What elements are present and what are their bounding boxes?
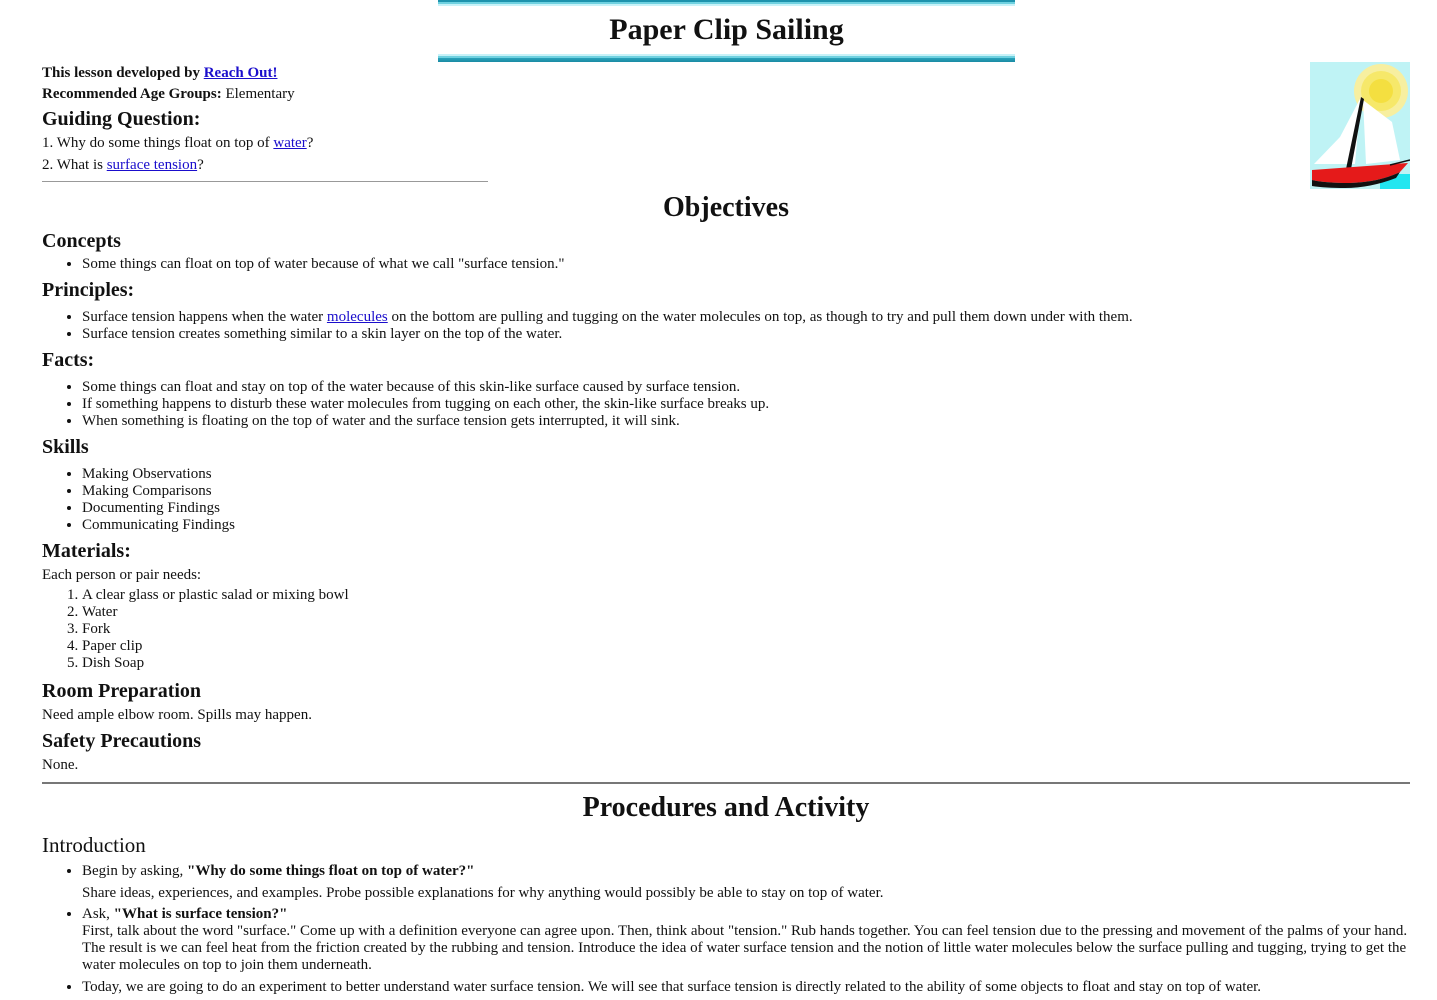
facts-heading: Facts:: [42, 349, 95, 371]
banner-bottom-bar: [438, 54, 1015, 62]
question-2: 2. What is surface tension?: [42, 157, 204, 173]
concepts-heading: Concepts: [42, 230, 121, 252]
age-groups-label: Recommended Age Groups:: [42, 86, 222, 102]
materials-heading: Materials:: [42, 540, 131, 562]
banner-top-bar: [438, 0, 1015, 6]
surface-tension-link[interactable]: surface tension: [106, 157, 198, 173]
list-item: 1. A clear glass or plastic salad or mixing bowl: [82, 587, 1410, 604]
item-detail: Share ideas, experiences, and examples. Probe possible explanations for why anything would possibly be able to stay on top of water.: [82, 885, 884, 901]
divider: [42, 181, 488, 182]
molecules-link[interactable]: molecules: [326, 309, 388, 325]
item-detail: First, talk about the word "surface." Come up with a definition everyone can agree upon. Then, think about "tension." Rub hands together. You can feel tension due to the pressing and movement of the palms of your hand. The result is we can feel heat from the friction created by the rubbing and tension. Introduce the idea of water surface tension and the notion of little water molecules below the surface pulling and tugging, trying to get the water molecules on top to join them underneath.: [82, 923, 1408, 973]
main-content: [42, 188, 1410, 1000]
list-item: 3. Fork: [82, 621, 1410, 638]
skills-heading: Skills: [42, 436, 89, 458]
developed-by-label: This lesson developed by: [42, 65, 200, 81]
objectives-heading: Objectives: [663, 192, 789, 223]
introduction-heading: Introduction: [42, 833, 146, 857]
question-1: 1. Why do some things float on top of water?: [42, 135, 314, 151]
guiding-question-heading: Guiding Question:: [42, 108, 201, 130]
introduction-list: [42, 863, 1410, 996]
page-title: Paper Clip Sailing: [609, 13, 844, 46]
list-item: • Ask, "What is surface tension?" First, talk about the word "surface." Come up with a definition everyone can agree upon. Then, think about "tension." Rub hands together. You can feel tension due to the pressing and movement of the palms of your hand. The result is we can feel heat from the friction created by the rubbing and tension. Introduce the idea of water surface tension and the notion of little water molecules below the surface pulling and tugging, trying to get the water molecules on top to join them underneath.: [82, 906, 1410, 974]
list-item: 5. Dish Soap: [82, 655, 1410, 672]
list-item: • Surface tension happens when the water molecules on the bottom are pulling and tugging on the water molecules on top, as though to try and pull them down under with them.: [82, 309, 1410, 326]
title-banner: [438, 0, 1015, 62]
list-item: 2. Water: [82, 604, 1410, 621]
age-groups: [42, 84, 492, 105]
list-item: • Some things can float and stay on top of the water because of this skin-like surface caused by surface tension.: [82, 379, 1410, 396]
age-groups-value: Elementary: [225, 86, 295, 102]
materials-intro: Each person or pair needs:: [42, 567, 202, 583]
sailboat-icon: [1310, 62, 1410, 189]
water-link[interactable]: water: [273, 135, 307, 151]
list-item: 4. Paper clip: [82, 638, 1410, 655]
safety-text: None.: [42, 757, 79, 773]
list-item: • Communicating Findings: [82, 517, 1410, 534]
reach-out-link[interactable]: Reach Out!: [203, 65, 278, 81]
principles-heading: Principles:: [42, 279, 135, 301]
list-item: • Begin by asking, "Why do some things float on top of water?" Share ideas, experiences, and examples. Probe possible explanations for why anything would possibly be able to stay on top of water.: [82, 863, 1410, 902]
facts-list: [42, 379, 1410, 430]
list-item: • Surface tension creates something similar to a skin layer on the top of the water.: [82, 326, 1410, 343]
concepts-list: [42, 256, 1410, 273]
list-item: • Documenting Findings: [82, 500, 1410, 517]
list-item: • Making Observations: [82, 466, 1410, 483]
section-divider: [42, 782, 1410, 784]
skills-list: [42, 466, 1410, 534]
list-item: • When something is floating on the top of water and the surface tension gets interrupted, it will sink.: [82, 413, 1410, 430]
list-item: • If something happens to disturb these water molecules from tugging on each other, the skin-like surface breaks up.: [82, 396, 1410, 413]
materials-list: [42, 587, 1410, 672]
lesson-meta: [42, 63, 492, 176]
list-item: • Some things can float on top of water because of what we call "surface tension.": [82, 256, 1410, 273]
room-prep-heading: Room Preparation: [42, 680, 202, 702]
list-item: • Making Comparisons: [82, 483, 1410, 500]
sailboat-image: [1310, 62, 1410, 189]
room-prep-text: Need ample elbow room. Spills may happen.: [42, 707, 312, 723]
safety-heading: Safety Precautions: [42, 730, 202, 752]
list-item: • Today, we are going to do an experiment to better understand water surface tension. We will see that surface tension is directly related to the ability of some objects to float and stay on top of water.: [82, 979, 1410, 996]
developed-by: [42, 63, 492, 84]
procedures-heading: Procedures and Activity: [582, 792, 870, 823]
principles-list: [42, 309, 1410, 343]
